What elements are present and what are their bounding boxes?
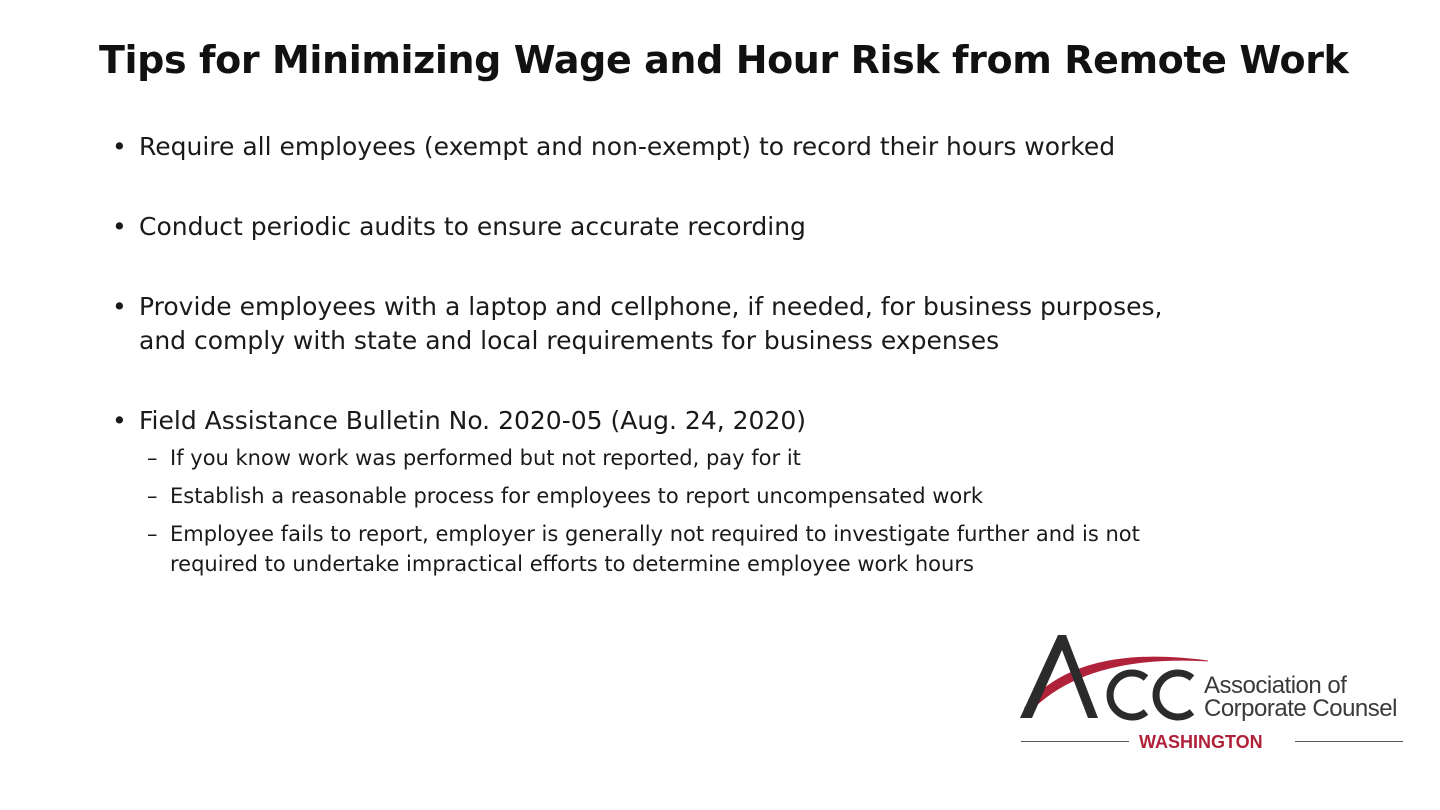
bullet-text: Conduct periodic audits to ensure accurate recording: [139, 212, 806, 241]
bullet-item: [112, 210, 1272, 244]
logo-rule-left: [1021, 741, 1129, 742]
sub-bullet-text: Establish a reasonable process for employees to report uncompensated work: [170, 484, 984, 508]
sub-bullet-marker: –: [147, 484, 158, 508]
slide-title: Tips for Minimizing Wage and Hour Risk from Remote Work: [99, 38, 1349, 82]
bullet-marker: •: [112, 132, 127, 161]
sub-bullet-item: [147, 481, 1272, 511]
logo-name-line1: Association of: [1204, 672, 1347, 699]
bullet-list: [112, 130, 1272, 587]
sub-bullet-text: Employee fails to report, employer is generally not required to investigate further and is not required to undertake impractical efforts to determine employee work hours: [170, 522, 1140, 576]
bullet-marker: •: [112, 406, 127, 435]
logo-chapter: WASHINGTON: [1139, 732, 1263, 752]
bullet-text: Field Assistance Bulletin No. 2020-05 (Aug. 24, 2020): [139, 406, 807, 435]
bullet-text: Require all employees (exempt and non-exempt) to record their hours worked: [139, 132, 1116, 161]
acc-logo-mark-icon: [1018, 630, 1208, 730]
sub-bullet-list: [139, 443, 1272, 579]
sub-bullet-marker: –: [147, 446, 158, 470]
bullet-text: Provide employees with a laptop and cellphone, if needed, for business purposes, and comply with state and local requirements for business expenses: [139, 292, 1163, 355]
bullet-marker: •: [112, 292, 127, 321]
bullet-item: [112, 130, 1272, 164]
sub-bullet-item: [147, 443, 1272, 473]
acc-logo: [1018, 630, 1413, 760]
sub-bullet-item: [147, 519, 1190, 579]
sub-bullet-text: If you know work was performed but not reported, pay for it: [170, 446, 801, 470]
bullet-item: [112, 290, 1199, 358]
bullet-marker: •: [112, 212, 127, 241]
logo-rule-right: [1295, 741, 1403, 742]
bullet-item: [112, 404, 1272, 579]
sub-bullet-marker: –: [147, 522, 158, 546]
logo-name-line2: Corporate Counsel: [1204, 695, 1397, 722]
